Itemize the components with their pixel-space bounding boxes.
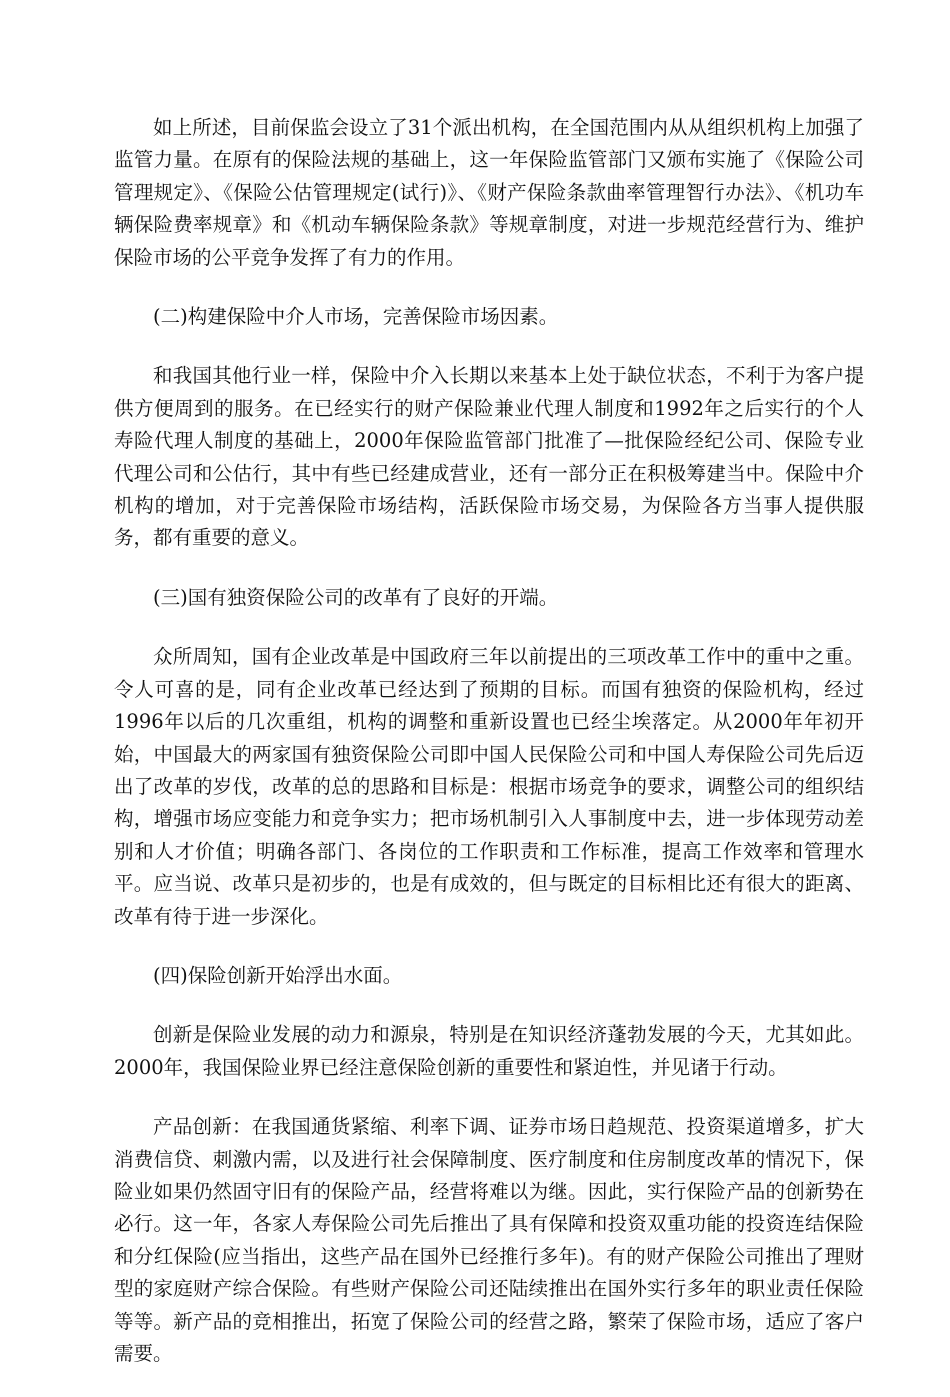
section-heading-3: (三)国有独资保险公司的改革有了良好的开端。: [153, 585, 559, 609]
paragraph-intermediary: 和我国其他行业一样，保险中介入长期以来基本上处于缺位状态，不利于为客户提供方便周到的服务。在已经实行的财产保险兼业代理人制度和1992年之后实行的个人寿险代理人制度的基础上，2000年保险监管部门批准了—批保险经纪公司、保险专业代理公司和公估行，其中有些已经建成营业，还有一部分正在积极筹建当中。保险中介机构的增加，对于完善保险市场结构，活跃保险市场交易，为保险各方当事人提供服务，都有重要的意义。: [114, 364, 864, 550]
document-body: [114, 112, 864, 1397]
section-heading-2: (二)构建保险中介人市场，完善保险市场因素。: [153, 305, 559, 329]
section-heading-4: (四)保险创新开始浮出水面。: [153, 963, 403, 987]
paragraph-product-innovation: 产品创新：在我国通货紧缩、利率下调、证券市场日趋规范、投资渠道增多，扩大消费信贷、刺激内需，以及进行社会保障制度、医疗制度和住房制度改革的情况下，保险业如果仍然固守旧有的保险产品，经营将难以为继。因此，实行保险产品的创新势在必行。这一年，各家人寿保险公司先后推出了具有保障和投资双重功能的投资连结保险和分红保险(应当指出，这些产品在国外已经推行多年)。有的财产保险公司推出了理财型的家庭财产综合保险。有些财产保险公司还陆续推出在国外实行多年的职业责任保险等等。新产品的竞相推出，拓宽了保险公司的经营之路，繁荣了保险市场，适应了客户需要。: [114, 1115, 864, 1365]
paragraph-supervision: 如上所述，目前保监会设立了31个派出机构，在全国范围内从从组织机构上加强了监管力量。在原有的保险法规的基础上，这一年保险监管部门又颁布实施了《保险公司管理规定》、《保险公估管理规定(试行)》、《财产保险条款曲率管理智行办法》、《机功车辆保险费率规章》和《机动车辆保险条款》等规章制度，对进一步规范经营行为、维护保险市场的公平竞争发挥了有力的作用。: [114, 116, 864, 269]
paragraph-reform: 众所周知，国有企业改革是中国政府三年以前提出的三项改革工作中的重中之重。令人可喜的是，同有企业改革已经达到了预期的目标。而国有独资的保险机构，经过1996年以后的几次重组，机构的调整和重新设置也已经尘埃落定。从2000年年初开始，中国最大的两家国有独资保险公司即中国人民保险公司和中国人寿保险公司先后迈出了改革的岁伐，改革的总的思路和目标是：根据市场竞争的要求，调整公司的组织结构，增强市场应变能力和竞争实力；把市场机制引入人事制度中去，进一步体现劳动差别和人才价值；明确各部门、各岗位的工作职责和工作标准，提高工作效率和管理水平。应当说、改革只是初步的，也是有成效的，但与既定的目标相比还有很大的距离、改革有待于进一步深化。: [114, 645, 864, 928]
paragraph-innovation: 创新是保险业发展的动力和源泉，特别是在知识经济蓬勃发展的今天，尤其如此。2000年，我国保险业界已经注意保险创新的重要性和紧迫性，并见诸于行动。: [114, 1023, 864, 1079]
